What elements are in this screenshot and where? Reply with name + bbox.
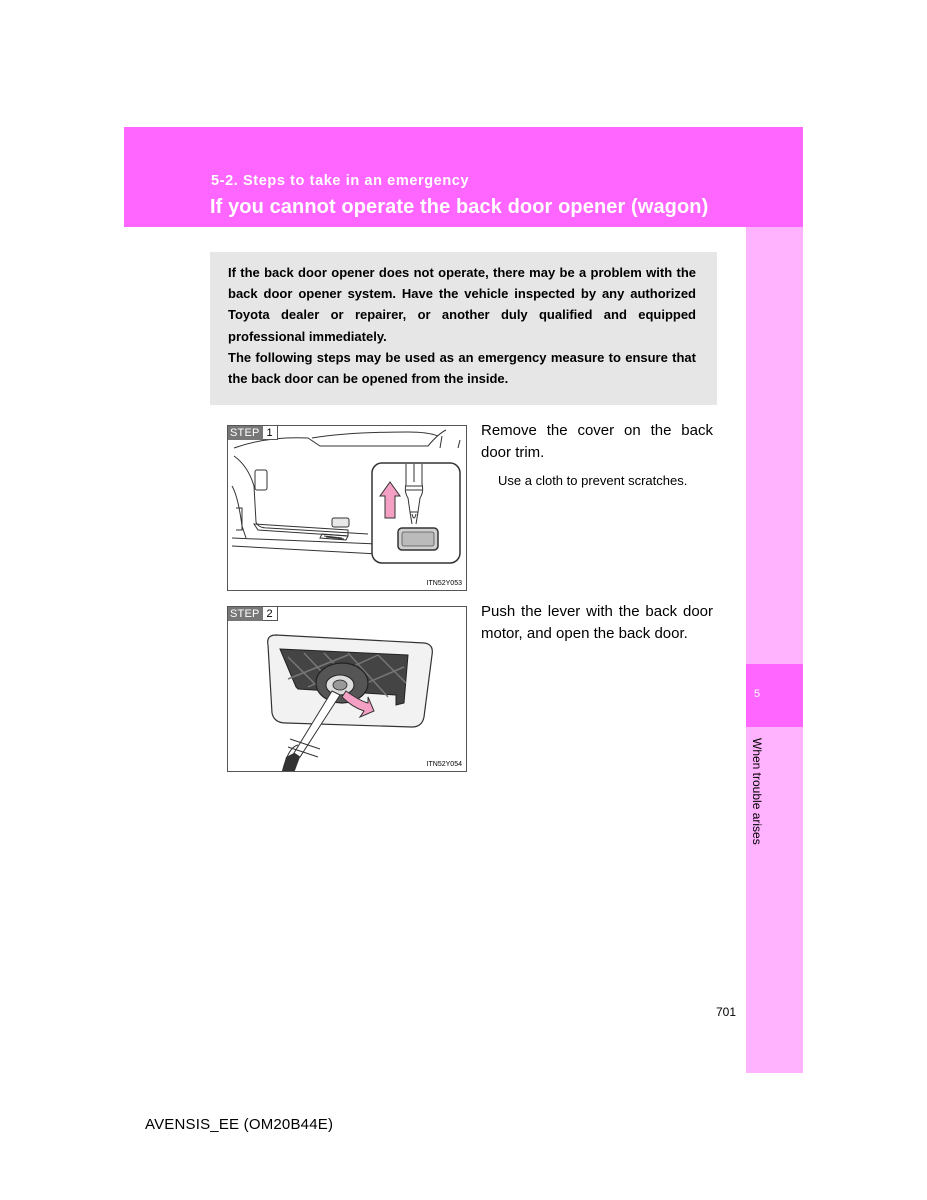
- step-1-badge: [228, 426, 278, 440]
- chapter-marker[interactable]: [746, 664, 803, 727]
- section-label: 5-2. Steps to take in an emergency: [211, 173, 470, 189]
- page-title: If you cannot operate the back door opener (wagon): [210, 196, 709, 218]
- step-1-figure-code: ITN52Y053: [426, 580, 462, 587]
- step-2-badge: [228, 607, 278, 621]
- chapter-title: When trouble arises: [750, 738, 764, 845]
- step-2-figure-code: ITN52Y054: [426, 761, 462, 768]
- step-1-figure: [227, 425, 467, 591]
- step-1-label: STEP: [228, 426, 263, 440]
- step-1-note: Use a cloth to prevent scratches.: [498, 473, 688, 488]
- step-2-instruction: Push the lever with the back door motor, and open the back door.: [481, 603, 713, 642]
- info-paragraph-2: The following steps may be used as an emergency measure to ensure that the back door can be opened from the inside.: [228, 349, 696, 387]
- page-number: 701: [716, 1005, 737, 1019]
- step-1-number: 1: [263, 426, 278, 440]
- side-tab: [746, 227, 803, 1073]
- step-2-figure: [227, 606, 467, 772]
- step-2-illustration: [228, 607, 467, 772]
- footer-doc-code: AVENSIS_EE (OM20B44E): [145, 1116, 334, 1133]
- info-box: [210, 252, 717, 405]
- step-2-number: 2: [263, 607, 278, 621]
- step-1-instruction: Remove the cover on the back door trim.: [481, 422, 713, 461]
- step-2-label: STEP: [228, 607, 263, 621]
- info-paragraph-1: If the back door opener does not operate, there may be a problem with the back door opener system. Have the vehicle inspected by any authorized Toyota dealer or repairer, or another duly qualified and equipped professional immediately.: [228, 265, 696, 344]
- chapter-number: 5: [754, 688, 761, 700]
- step-1-illustration: [228, 426, 467, 591]
- header-band: [124, 127, 803, 227]
